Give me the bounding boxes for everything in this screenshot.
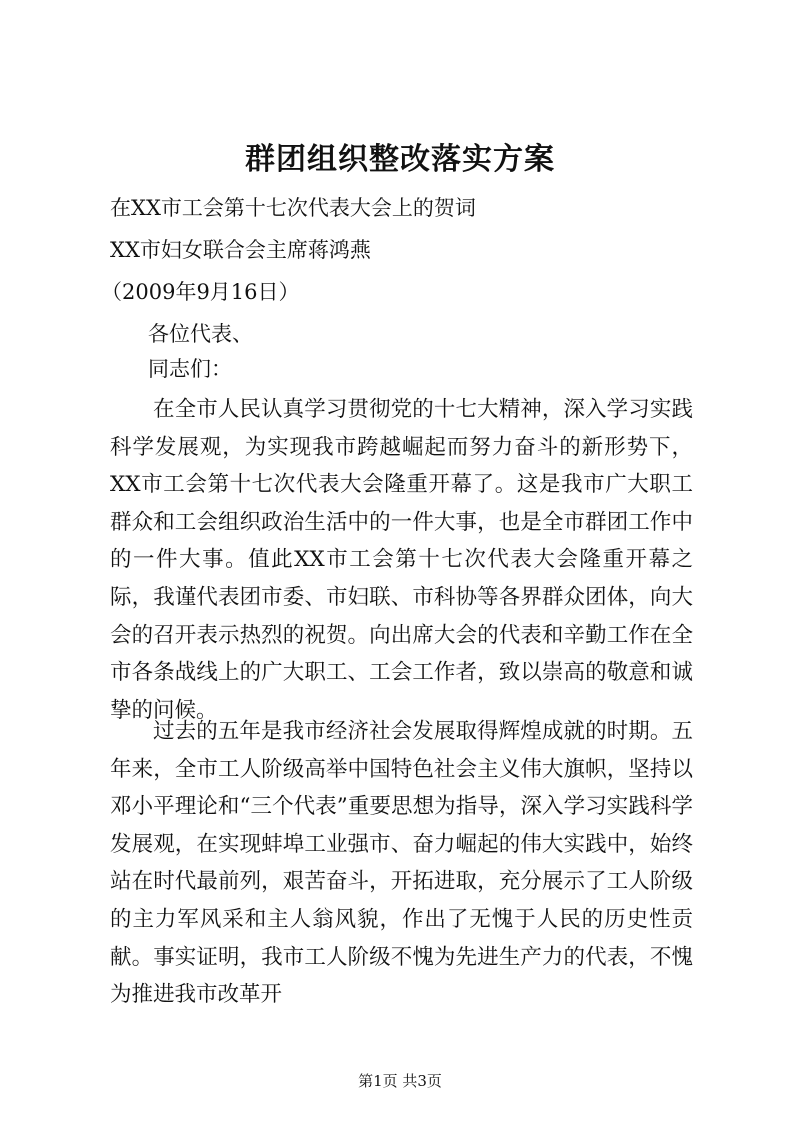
speaker-line: XX市妇女联合会主席蒋鸿燕 (110, 238, 371, 262)
body-paragraph-2: 过去的五年是我市经济社会发展取得辉煌成就的时期。五年来，全市工人阶级高举中国特色社会主义伟大旗帜，坚持以邓小平理论和“三个代表”重要思想为指导，深入学习实践科学发展观，在实现蚌埠工业强市、奋力崛起的伟大实践中，始终站在时代最前列，艰苦奋斗，开拓进取，充分展示了工人阶级的主力军风采和主人翁风貌，作出了无愧于人民的历史性贡献。事实证明，我市工人阶级不愧为先进生产力的代表，不愧为推进我市改革开 (110, 719, 693, 1008)
date-line: （2009年9月16日） (101, 280, 300, 304)
speech-heading: 在XX市工会第十七次代表大会上的贺词 (110, 196, 476, 220)
salutation-line-2: 同志们： (148, 357, 232, 381)
document-title: 群团组织整改落实方案 (245, 142, 555, 177)
salutation-line-1: 各位代表、 (148, 322, 253, 346)
page-footer: 第1页 共3页 (358, 1072, 442, 1090)
body-paragraph-1: 在全市人民认真学习贯彻党的十七大精神，深入学习实践科学发展观，为实现我市跨越崛起而努力奋斗的新形势下，XX市工会第十七次代表大会隆重开幕了。这是我市广大职工群众和工会组织政治生活中的一件大事，也是全市群团工作中的一件大事。值此XX市工会第十七次代表大会隆重开幕之际，我谨代表团市委、市妇联、市科协等各界群众团体，向大会的召开表示热烈的祝贺。向出席大会的代表和辛勤工作在全市各条战线上的广大职工、工会工作者，致以崇高的敬意和诚挚的问候。 (110, 397, 693, 723)
